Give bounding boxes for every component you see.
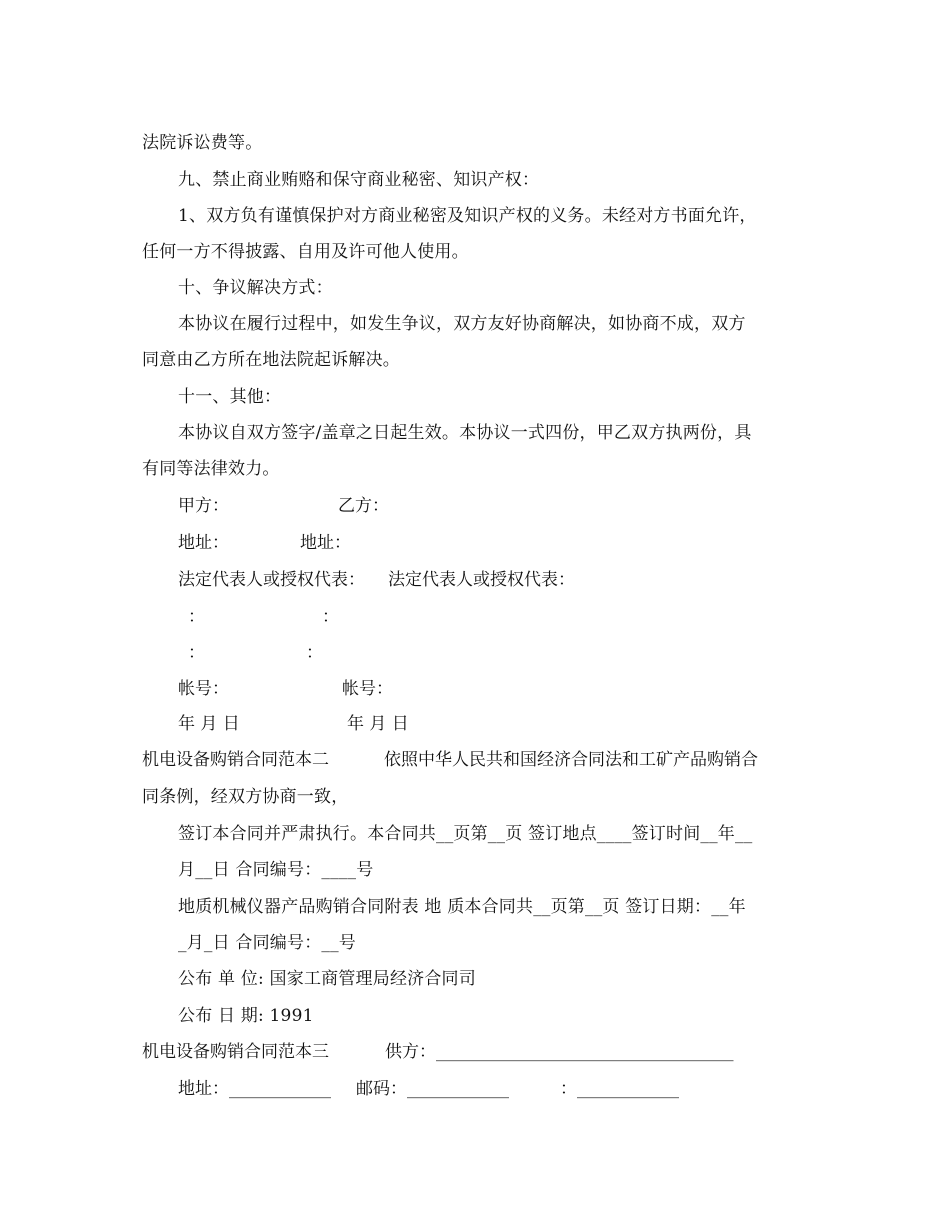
paragraph-line: 有同等法律效力。 — [142, 459, 280, 479]
address-a-label: 地址： — [178, 533, 229, 553]
section-heading-11: 十一、其他： — [178, 387, 282, 407]
party-a-label: 甲方： — [178, 496, 229, 516]
colon-b-1: ： — [322, 607, 339, 627]
representative-b-label: 法定代表人或授权代表： — [388, 570, 575, 590]
template-2-title: 机电设备购销合同范本二 — [142, 750, 329, 770]
address-field: 地址：____________ — [178, 1079, 331, 1099]
template-2-intro: 依照中华人民共和国经济合同法和工矿产品购销合 — [384, 750, 758, 770]
representative-a-label: 法定代表人或授权代表： — [178, 570, 365, 590]
colon-b-2: ： — [306, 643, 323, 663]
paragraph-line: 同意由乙方所在地法院起诉解决。 — [142, 350, 400, 370]
account-a-label: 帐号： — [178, 679, 229, 699]
supplier-field: 供方：___________________________________ — [385, 1042, 734, 1062]
colon-a-1: ： — [188, 607, 205, 627]
section-heading-10: 十、争议解决方式： — [178, 278, 333, 298]
phone-field: ：____________ — [560, 1079, 679, 1099]
section-heading-9: 九、禁止商业贿赂和保守商业秘密、知识产权： — [178, 170, 540, 190]
date-a-label: 年 月 日 — [178, 714, 240, 734]
paragraph-line: 1、双方负有谨慎保护对方商业秘密及知识产权的义务。未经对方书面允许， — [178, 206, 757, 226]
party-b-label: 乙方： — [338, 496, 389, 516]
paragraph-line: 任何一方不得披露、自用及许可他人使用。 — [142, 242, 469, 262]
address-b-label: 地址： — [300, 533, 351, 553]
publisher-line: 公布 单 位: 国家工商管理局经济合同司 — [178, 969, 476, 989]
account-b-label: 帐号： — [342, 679, 393, 699]
paragraph-line: 法院诉讼费等。 — [142, 133, 263, 153]
date-b-label: 年 月 日 — [347, 714, 409, 734]
colon-a-2: ： — [188, 643, 205, 663]
template-2-line: 地质机械仪器产品购销合同附表 地 质本合同共__页第__页 签订日期：__年 — [178, 897, 746, 917]
template-3-title: 机电设备购销合同范本三 — [142, 1042, 329, 1062]
template-2-line: 签订本合同并严肃执行。本合同共__页第__页 签订地点____签订时间__年__ — [178, 824, 753, 844]
postcode-field: 邮码：____________ — [356, 1079, 509, 1099]
paragraph-line: 本协议在履行过程中，如发生争议，双方友好协商解决，如协商不成，双方 — [178, 314, 746, 334]
paragraph-line: 本协议自双方签字/盖章之日起生效。本协议一式四份，甲乙双方执两份，具 — [178, 423, 752, 443]
template-2-line: _月_日 合同编号：__号 — [178, 933, 357, 953]
template-2-intro-cont: 同条例，经双方协商一致， — [142, 787, 349, 807]
template-2-line: 月__日 合同编号：____号 — [178, 860, 374, 880]
publish-date-line: 公布 日 期: 1991 — [178, 1006, 314, 1026]
